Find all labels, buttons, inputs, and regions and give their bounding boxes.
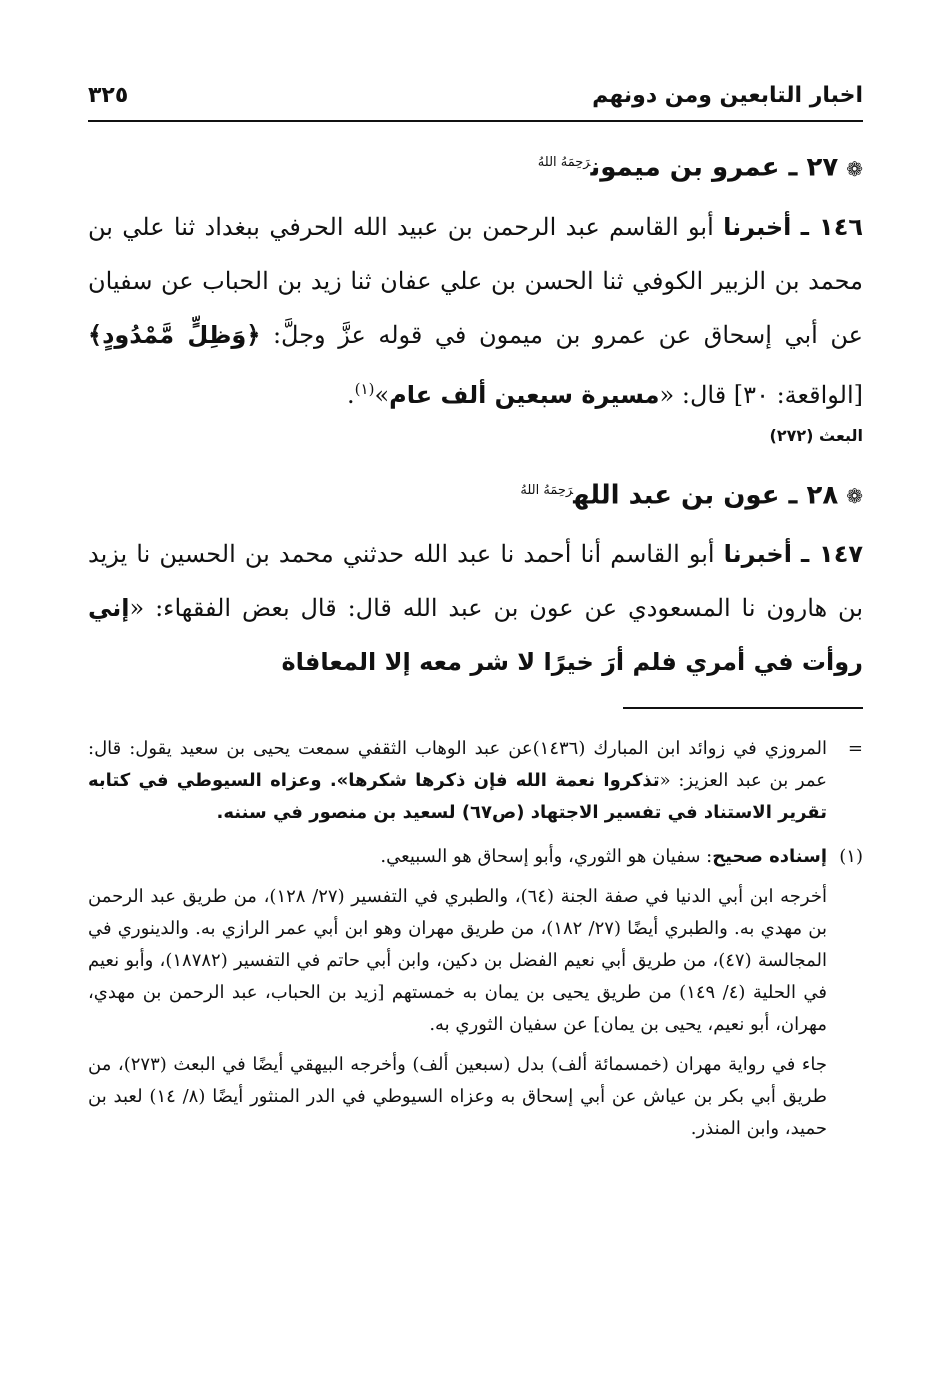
footnote-paragraph: [88, 733, 827, 829]
honorific: رَحِمَهُ اللهُ: [537, 155, 591, 170]
page-number: ٣٢٥: [88, 82, 129, 108]
narration-text: »: [374, 380, 390, 409]
footnote-bold-text: تذكروا نعمة الله فإن ذكرها شكرها». وعزاه السيوطي في كتابه تقرير الاستناد في تفسير الاجتهاد (ص٦٧) لسعيد بن منصور في سننه.: [88, 770, 827, 824]
section-heading-27: [88, 140, 863, 192]
narration-lead: أخبرنا: [723, 212, 792, 241]
narration-text: أبو القاسم أنا أحمد نا عبد الله حدثني محمد بن الحسين نا يزيد بن هارون نا المسعودي عن عون بن عبد الله قال: قال بعض الفقهاء: «: [88, 540, 863, 623]
footnote-body: [88, 841, 827, 1153]
footnote-paragraph: جاء في رواية مهران (خمسمائة ألف) بدل (سبعين ألف) وأخرجه البيهقي أيضًا في البعث (٢٧٣)، من طريق أبي بكر بن عياش عن أبي إسحاق به وعزاه السيوطي في الدر المنثور أيضًا (٨/ ١٤) لعبد بن حميد، وابن المنذر.: [88, 1054, 827, 1140]
footnote-text: المروزي في زوائد ابن المبارك (١٤٣٦)عن عبد الوهاب الثقفي سمعت يحيى بن سعيد يقول: قال: عمر بن عبد العزيز: «: [88, 738, 827, 792]
footnote-marker: (١): [354, 379, 375, 398]
narration-quote: مسيرة سبعين ألف عام: [389, 380, 660, 409]
continuation-marker: =: [847, 738, 863, 760]
source-reference: البعث (٢٧٢): [769, 425, 863, 445]
narration-text: .: [347, 380, 355, 409]
section-title: ٢٨ ـ عون بن عبد الله: [573, 480, 839, 511]
footnote-continuation: [88, 733, 863, 837]
section-heading-28: [88, 468, 863, 520]
footnotes: [88, 733, 863, 1153]
quran-verse: ﴿وَظِلٍّ مَّمْدُودٍ﴾: [88, 320, 261, 349]
section-title: ٢٧ ـ عمرو بن ميمون: [590, 152, 839, 183]
narration-number: ١٤٦ ـ: [800, 212, 863, 241]
running-title: اخبار التابعين ومن دونهم: [592, 82, 863, 108]
narration-146: [88, 200, 863, 422]
narration-text: أبو القاسم عبد الرحمن بن عبيد الله الحرفي ببغداد ثنا علي بن محمد بن الزبير الكوفي ثنا الحسن بن علي عفان ثنا زيد بن الحباب عن سفيان عن أبي إسحاق عن عمرو بن ميمون في قوله عزَّ وجلَّ:: [88, 212, 863, 349]
page-header: [88, 70, 863, 122]
narration-147: [88, 527, 863, 689]
narration-number: ١٤٧ ـ: [801, 540, 863, 569]
page-content: [88, 140, 863, 1157]
footnote-lead: إسناده صحيح: [712, 846, 827, 868]
rosette-icon: ❁: [846, 484, 863, 509]
footnote-separator: [623, 707, 863, 709]
rosette-icon: ❁: [846, 156, 863, 181]
narration-text: [الواقعة: ٣٠] قال: «: [659, 380, 863, 409]
footnote-text: : سفيان هو الثوري، وأبو إسحاق هو السبيعي.: [380, 846, 713, 868]
narration-quote: إني روأت في أمري فلم أرَ خيرًا لا شر معه إلا المعافاة: [88, 594, 863, 677]
narration-lead: أخبرنا: [723, 540, 792, 569]
honorific: رَحِمَهُ اللهُ: [520, 482, 574, 498]
footnote-paragraph: أخرجه ابن أبي الدنيا في صفة الجنة (٦٤)، والطبري في التفسير (٢٧/ ١٢٨)، من طريق عبد الرحمن بن مهدي به. والطبري أيضًا (٢٧/ ١٨٢)، من طريق مهران وهو ابن أبي عمر الرازي به. والدينوري في المجالسة (٤٧)، من طريق أبي نعيم الفضل بن دكين، وابن أبي حاتم في التفسير (١٨٧٨٢)، وأبو نعيم في الحلية (٤/ ١٤٩) من طريق يحيى بن يمان به خمستهم [زيد بن الحباب، عبد الرحمن بن مهدي، مهران، أبو نعيم، يحيى بن يمان] عن سفيان الثوري به.: [88, 886, 828, 1036]
footnote-number: (١): [839, 846, 863, 868]
footnote-1: [88, 841, 863, 1153]
footnote-body: [88, 733, 827, 837]
footnote-paragraph: [88, 841, 827, 873]
